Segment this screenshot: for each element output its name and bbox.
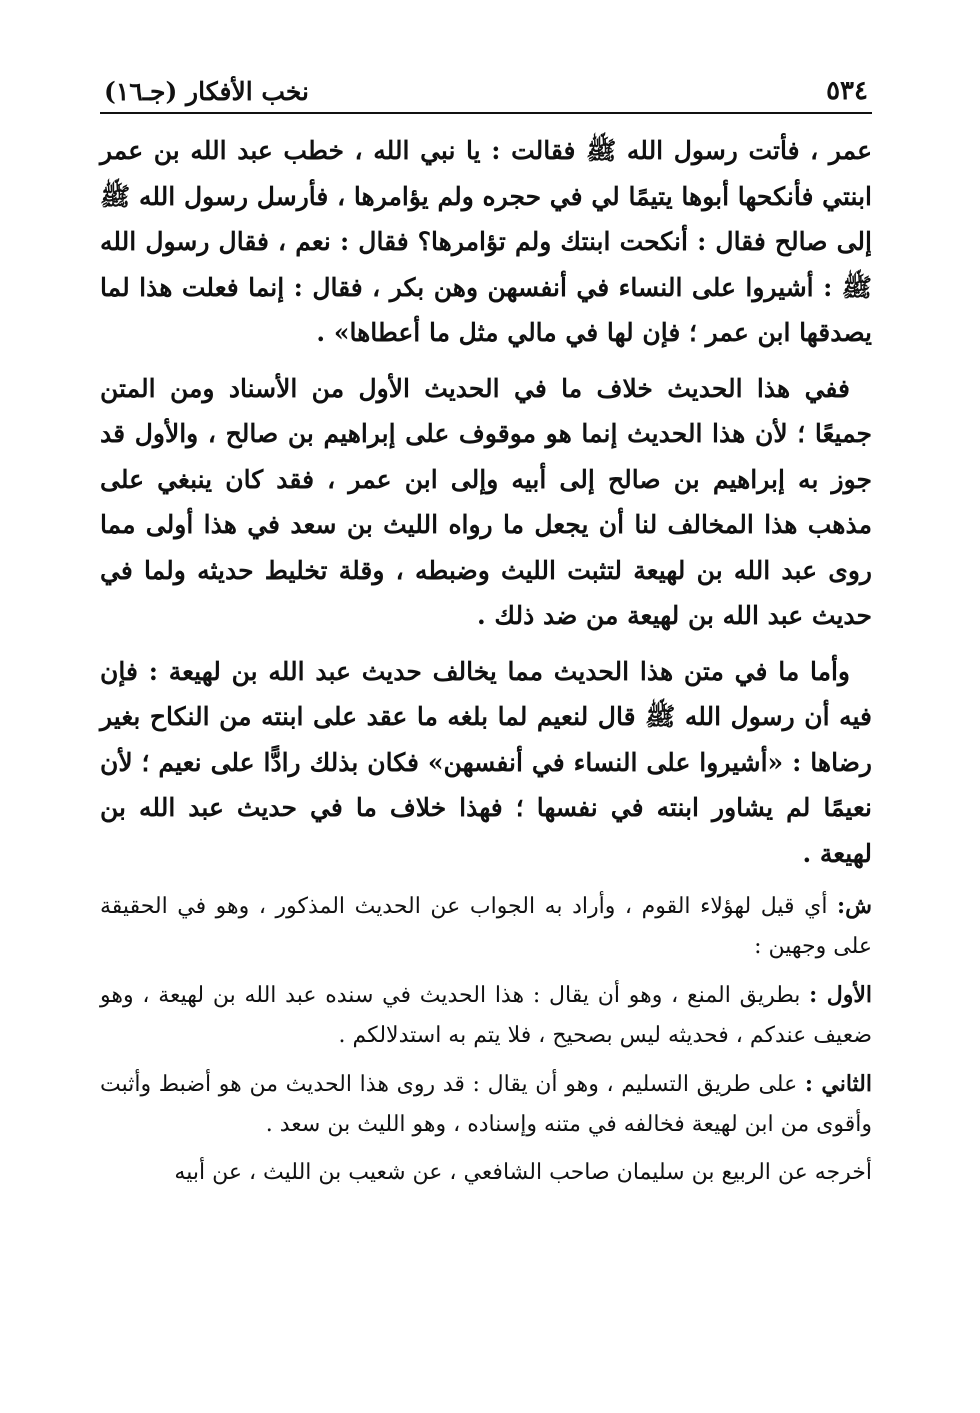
commentary-lead: الثاني : [804, 1071, 872, 1097]
book-title: نخب الأفكار (جـ١٦) [104, 77, 310, 106]
commentary-block [100, 886, 872, 1193]
commentary-text: على طريق التسليم ، وهو أن يقال : قد روى هذا الحديث من هو أضبط وأثبت وأقوى من ابن لهيعة فخالفه في متنه وإسناده ، وهو الليث بن سعد . [100, 1072, 872, 1137]
commentary-paragraph [100, 1153, 872, 1193]
page-content [100, 128, 872, 1193]
hadith-text-block [100, 128, 872, 876]
page-number: ٥٣٤ [826, 76, 868, 106]
commentary-text: بطريق المنع ، وهو أن يقال : هذا الحديث في سنده عبد الله بن لهيعة ، وهو ضعيف عندكم ، فحديثه ليس بصحيح ، فلا يتم به استدلالكم . [100, 983, 872, 1048]
commentary-paragraph [100, 975, 872, 1056]
commentary-paragraph [100, 886, 872, 967]
commentary-paragraph [100, 1064, 872, 1145]
commentary-text: أخرجه عن الربيع بن سليمان صاحب الشافعي ، عن شعيب بن الليث ، عن أبيه [174, 1160, 872, 1185]
page-header [100, 62, 872, 114]
commentary-lead: ش: [837, 893, 872, 919]
hadith-paragraph: وأما ما في متن هذا الحديث مما يخالف حديث عبد الله بن لهيعة : فإن فيه أن رسول الله ﷺ قال لنعيم لما بلغه ما عقد على ابنته من النكاح بغير رضاها : «أشيروا على النساء في أنفسهن» فكان بذلك رادًّا على نعيم ؛ لأن نعيمًا لم يشاور ابنته في نفسها ؛ فهذا خلاف ما في حديث عبد الله بن لهيعة . [100, 656, 872, 868]
commentary-text: أي قيل لهؤلاء القوم ، وأراد به الجواب عن الحديث المذكور ، وهو في الحقيقة على وجهين : [100, 894, 872, 959]
book-page [100, 62, 872, 1193]
commentary-lead: الأول : [809, 982, 872, 1008]
hadith-paragraph: ففي هذا الحديث خلاف ما في الحديث الأول من الأسناد ومن المتن جميعًا ؛ لأن هذا الحديث إنما هو موقوف على إبراهيم بن صالح ، والأول قد جوز به إبراهيم بن صالح إلى أبيه وإلى ابن عمر ، فقد كان ينبغي على مذهب هذا المخالف لنا أن يجعل ما رواه الليث بن سعد في هذا أولى مما روى عبد الله بن لهيعة لتثبت الليث وضبطه ، وقلة تخليط حديثه ولما في حديث عبد الله بن لهيعة من ضد ذلك . [100, 373, 872, 630]
hadith-paragraph: عمر ، فأتت رسول الله ﷺ فقالت : يا نبي الله ، خطب عبد الله بن عمر ابنتي فأنكحها أبوها يتيمًا لي في حجره ولم يؤامرها ، فأرسل رسول الله ﷺ إلى صالح فقال : أنكحت ابنتك ولم تؤامرها؟ فقال : نعم ، فقال رسول الله ﷺ : أشيروا على النساء في أنفسهن وهن بكر ، فقال : إنما فعلت هذا لما يصدقها ابن عمر ؛ فإن لها في مالي مثل ما أعطاها» . [100, 136, 872, 347]
